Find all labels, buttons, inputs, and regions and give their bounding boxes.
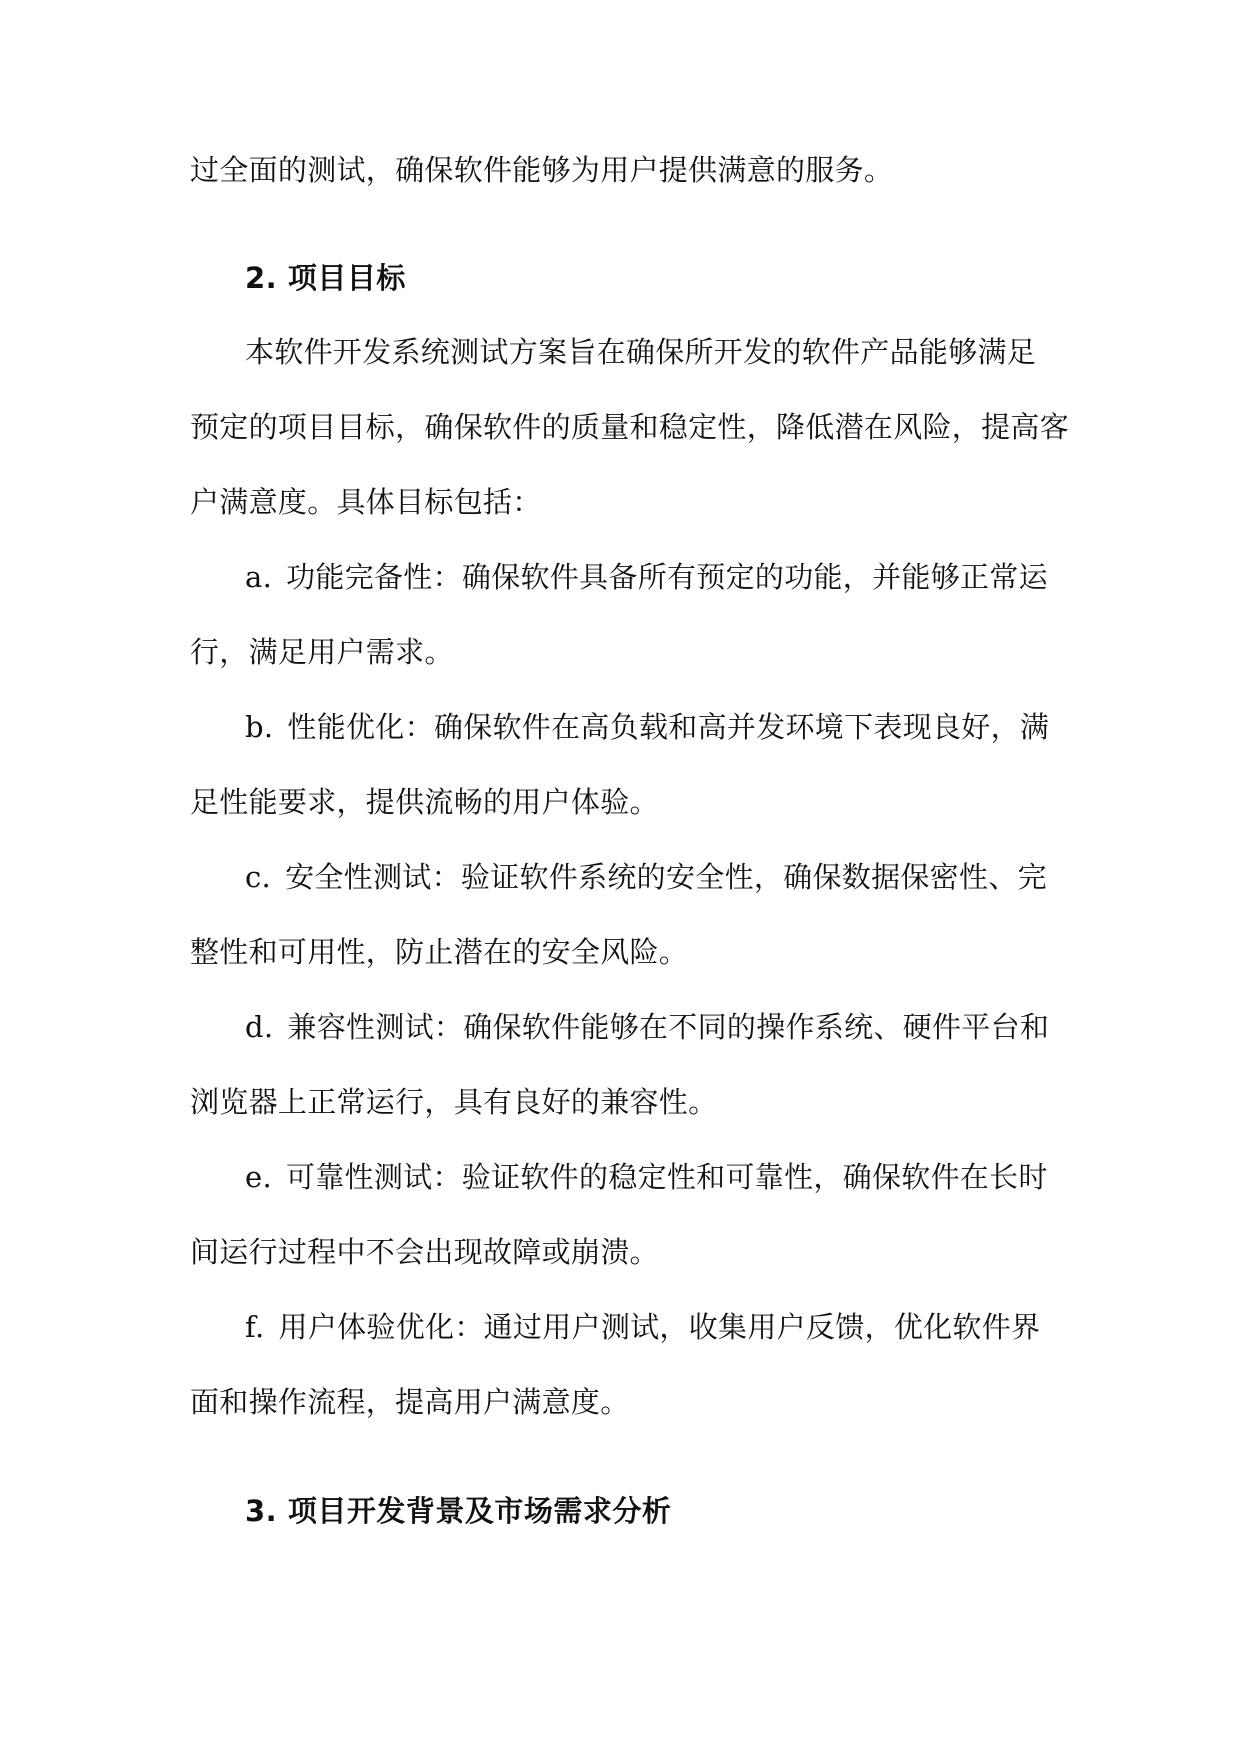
goal-item-continuation: 间运行过程中不会出现故障或崩溃。 [190, 1235, 659, 1269]
goal-item-continuation: 整性和可用性，防止潜在的安全风险。 [190, 935, 689, 969]
goal-item-label: f. [245, 1310, 265, 1344]
goal-item-continuation: 行，满足用户需求。 [190, 635, 454, 669]
goal-item-text: 用户体验优化：通过用户测试，收集用户反馈，优化软件界 [278, 1310, 1041, 1344]
goal-item-d [245, 1007, 1070, 1047]
goal-item-label: c. [245, 860, 272, 894]
section-2-paragraph-line: 户满意度。具体目标包括： [190, 485, 542, 519]
goal-item-text: 性能优化：确保软件在高负载和高并发环境下表现良好，满 [287, 710, 1050, 744]
section-2-paragraph-line: 本软件开发系统测试方案旨在确保所开发的软件产品能够满足 [245, 335, 1037, 369]
section-3-heading [245, 1491, 1070, 1531]
goal-item-continuation: 面和操作流程，提高用户满意度。 [190, 1385, 630, 1419]
section-2-paragraph-line: 预定的项目目标，确保软件的质量和稳定性，降低潜在风险，提高客 [190, 410, 1070, 444]
goal-item-label: e. [245, 1160, 272, 1194]
section-2-heading [245, 258, 1070, 298]
section-2-title: 项目目标 [287, 261, 406, 295]
goal-item-text: 功能完备性：确保软件具备所有预定的功能，并能够正常运 [286, 560, 1048, 594]
goal-item-text: 安全性测试：验证软件系统的安全性，确保数据保密性、完 [285, 860, 1047, 894]
section-2-number: 2. [245, 261, 278, 295]
goal-item-label: b. [245, 710, 274, 744]
goal-item-text: 兼容性测试：确保软件能够在不同的操作系统、硬件平台和 [287, 1010, 1050, 1044]
intro-tail-text: 过全面的测试，确保软件能够为用户提供满意的服务。 [190, 153, 894, 187]
goal-item-e [245, 1157, 1070, 1197]
goal-item-b [245, 707, 1070, 747]
goal-item-continuation: 浏览器上正常运行，具有良好的兼容性。 [190, 1085, 718, 1119]
goal-item-label: a. [245, 560, 273, 594]
goal-item-a [245, 557, 1070, 597]
section-3-number: 3. [245, 1494, 278, 1528]
goal-item-c [245, 857, 1070, 897]
goal-item-f [245, 1307, 1070, 1347]
section-3-title: 项目开发背景及市场需求分析 [287, 1494, 672, 1528]
goal-item-text: 可靠性测试：验证软件的稳定性和可靠性，确保软件在长时 [285, 1160, 1048, 1194]
goal-item-label: d. [245, 1010, 274, 1044]
goal-item-continuation: 足性能要求，提供流畅的用户体验。 [190, 785, 659, 819]
